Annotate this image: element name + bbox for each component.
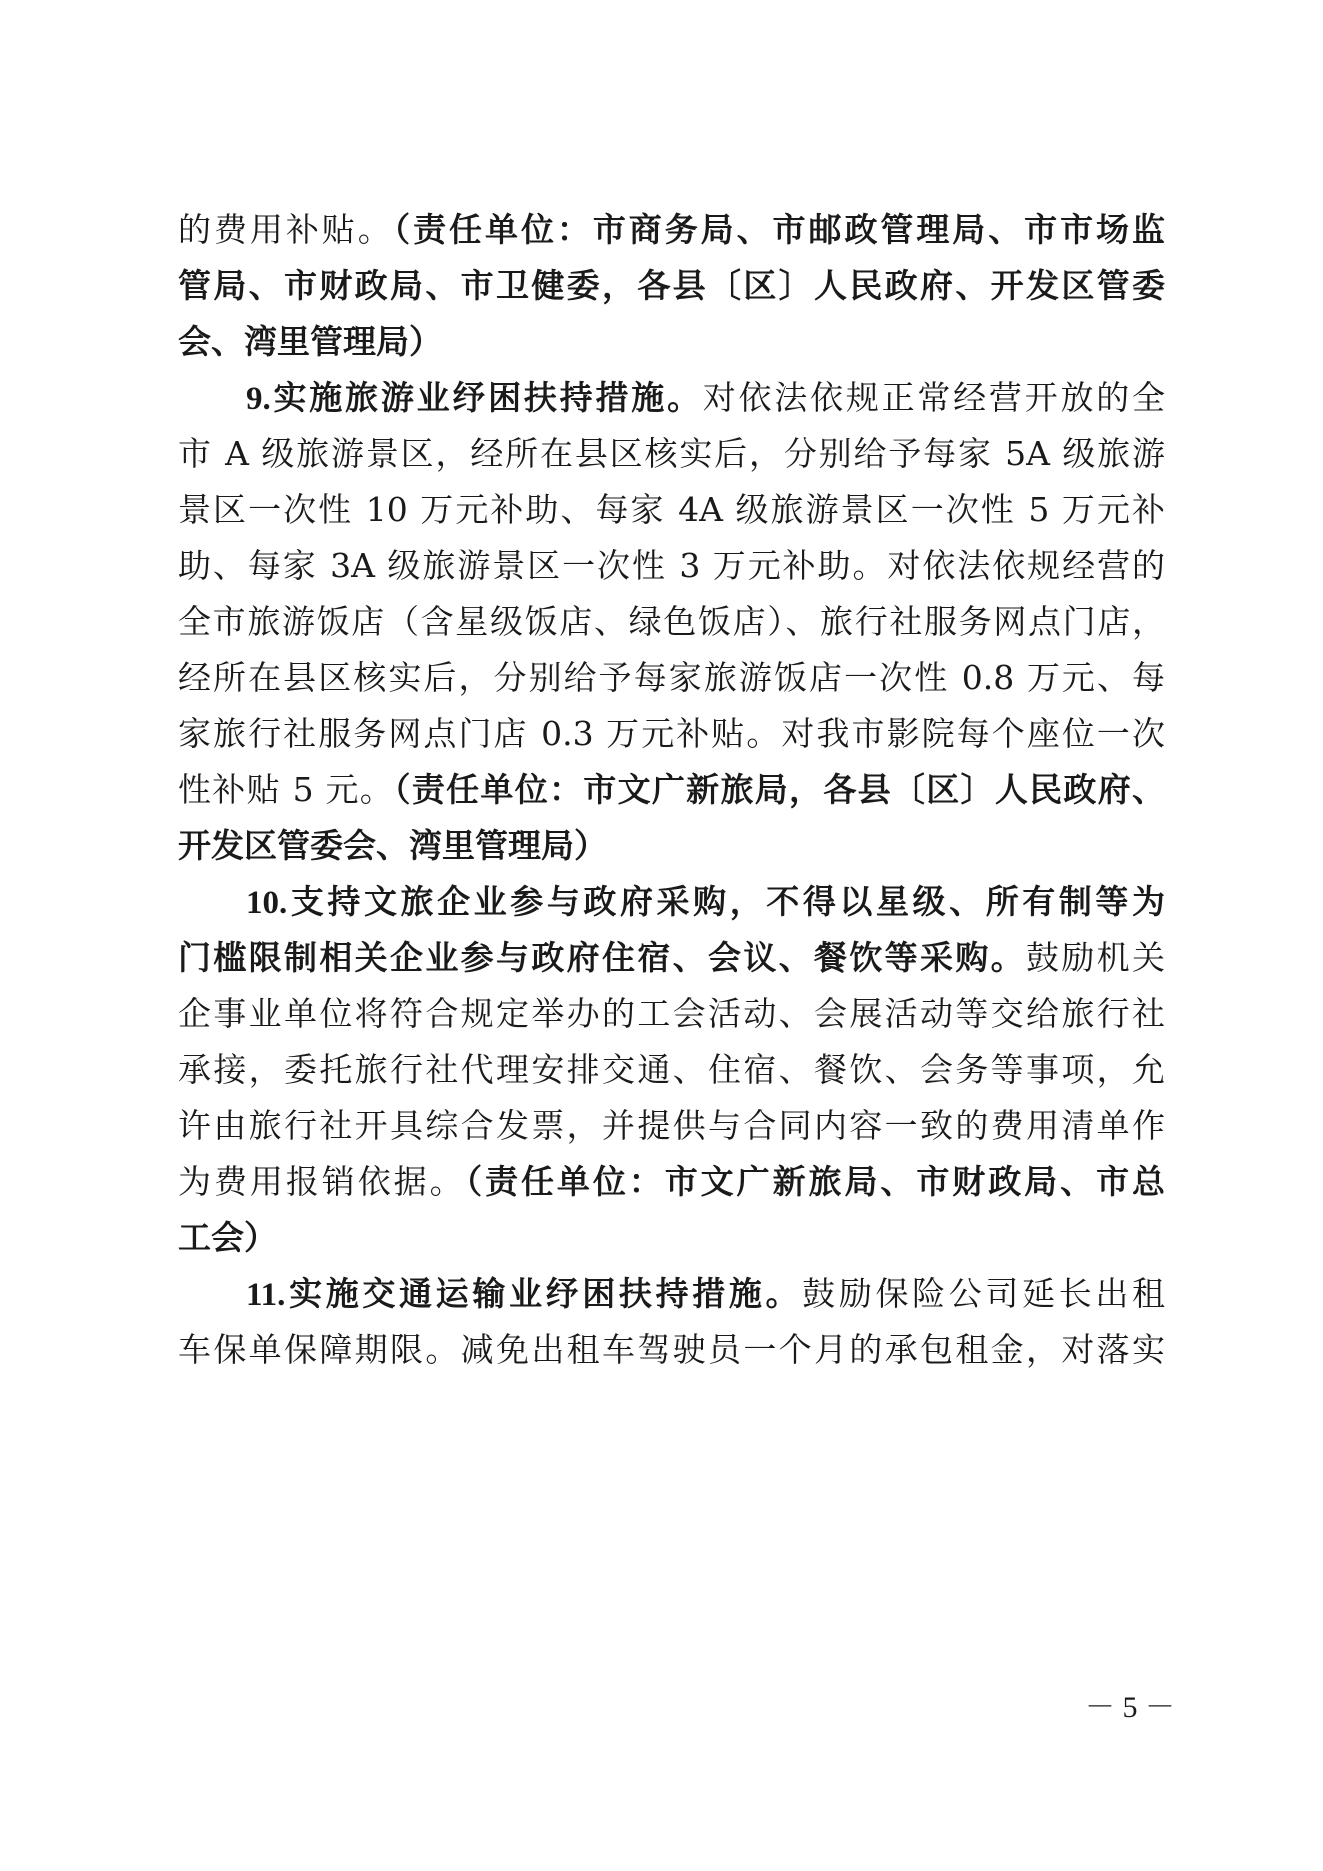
responsible-units-text: 开发区管委会、湾里管理局） bbox=[178, 826, 607, 865]
body-text: 助、每家 3A 级旅游景区一次性 3 万元补助。对依法依规经营的 bbox=[178, 546, 1165, 585]
body-text: 鼓励保险公司延长出租 bbox=[802, 1274, 1166, 1313]
text-line bbox=[178, 318, 1165, 366]
text-line bbox=[178, 1214, 1165, 1262]
text-line bbox=[178, 542, 1165, 590]
text-line bbox=[178, 766, 1165, 814]
body-text: 对依法依规正常经营开放的全 bbox=[702, 378, 1166, 417]
item-10-heading-line bbox=[246, 878, 1165, 926]
item-11-heading-line bbox=[246, 1270, 1165, 1318]
body-text: 车保单保障期限。减免出租车驾驶员一个月的承包租金，对落实 bbox=[178, 1330, 1165, 1369]
responsible-units-text: （责任单位：市商务局、市邮政管理局、市市场监 bbox=[393, 210, 1166, 249]
body-text: 全市旅游饭店（含星级饭店、绿色饭店）、旅行社服务网点门店， bbox=[178, 602, 1165, 641]
responsible-units-text: 管局、市财政局、市卫健委，各县〔区〕人民政府、开发区管委 bbox=[178, 266, 1165, 305]
body-text: 景区一次性 10 万元补助、每家 4A 级旅游景区一次性 5 万元补 bbox=[178, 490, 1165, 529]
text-line bbox=[178, 1158, 1165, 1206]
text-line bbox=[178, 822, 1165, 870]
body-text: 的费用补贴。 bbox=[178, 210, 394, 249]
page-number: － 5 － bbox=[1085, 1691, 1175, 1724]
text-line bbox=[178, 990, 1165, 1038]
text-line bbox=[178, 710, 1165, 758]
text-line bbox=[178, 654, 1165, 702]
responsible-units-text: 会、湾里管理局） bbox=[178, 322, 442, 361]
body-text: 家旅行社服务网点门店 0.3 万元补贴。对我市影院每个座位一次 bbox=[178, 714, 1165, 753]
item-title: 实施交通运输业纾困扶持措施。 bbox=[285, 1274, 803, 1313]
body-text: 经所在县区核实后，分别给予每家旅游饭店一次性 0.8 万元、每 bbox=[178, 658, 1165, 697]
text-line bbox=[178, 598, 1165, 646]
body-text: 为费用报销依据。 bbox=[178, 1162, 466, 1201]
text-line bbox=[178, 934, 1165, 982]
item-number: 10. bbox=[246, 885, 288, 921]
item-title: 支持文旅企业参与政府采购，不得以星级、所有制等为 bbox=[287, 882, 1165, 921]
item-9-heading-line bbox=[246, 374, 1165, 422]
responsible-units-text: （责任单位：市文广新旅局、市财政局、市总 bbox=[465, 1162, 1166, 1201]
item-number: 11. bbox=[246, 1277, 286, 1313]
item-number: 9. bbox=[246, 381, 271, 417]
body-text: 市 A 级旅游景区，经所在县区核实后，分别给予每家 5A 级旅游 bbox=[178, 434, 1165, 473]
text-line bbox=[178, 1046, 1165, 1094]
item-title: 门槛限制相关企业参与政府住宿、会议、餐饮等采购。 bbox=[178, 938, 1026, 977]
body-text: 企事业单位将符合规定举办的工会活动、会展活动等交给旅行社 bbox=[178, 994, 1165, 1033]
responsible-units-text: （责任单位：市文广新旅局，各县〔区〕人民政府、 bbox=[394, 770, 1165, 809]
body-text: 鼓励机关 bbox=[1026, 938, 1166, 977]
text-line bbox=[178, 262, 1165, 310]
text-line bbox=[178, 1102, 1165, 1150]
body-text: 性补贴 5 元。 bbox=[178, 770, 395, 809]
text-line bbox=[178, 430, 1165, 478]
responsible-units-text: 工会） bbox=[178, 1218, 277, 1257]
text-line bbox=[178, 1326, 1165, 1374]
body-text: 许由旅行社开具综合发票，并提供与合同内容一致的费用清单作 bbox=[178, 1106, 1165, 1145]
text-line bbox=[178, 206, 1165, 254]
text-line bbox=[178, 486, 1165, 534]
item-title: 实施旅游业纾困扶持措施。 bbox=[270, 378, 703, 417]
body-text: 承接，委托旅行社代理安排交通、住宿、餐饮、会务等事项，允 bbox=[178, 1050, 1165, 1089]
